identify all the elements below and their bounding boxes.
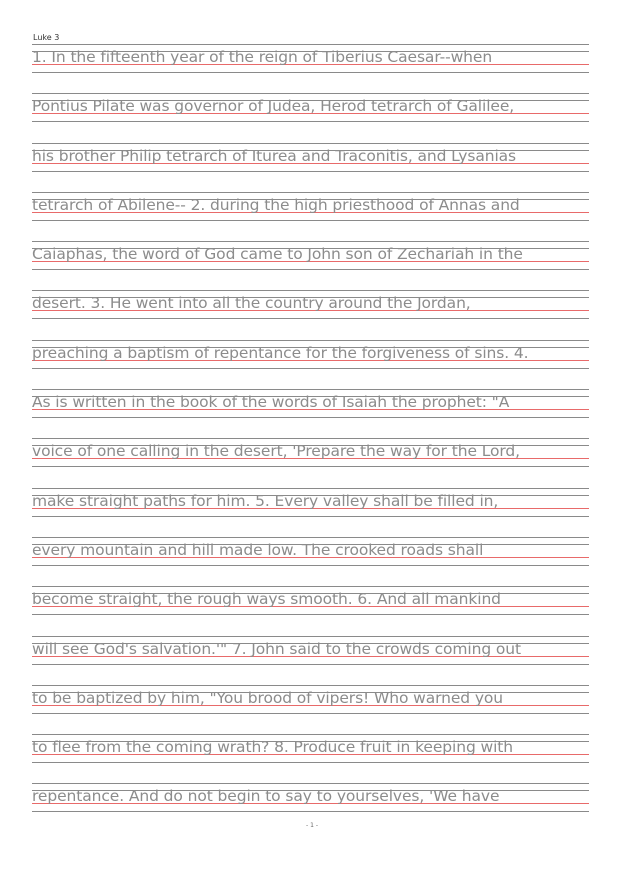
- guide-rule: [32, 93, 589, 94]
- chapter-heading: Luke 3: [33, 33, 60, 42]
- guide-rule: [32, 318, 589, 319]
- guide-rule: [32, 713, 589, 714]
- handwriting-lines: [32, 44, 589, 833]
- guide-rule: [32, 516, 589, 517]
- guide-rule: [32, 290, 589, 291]
- guide-rule: [32, 664, 589, 665]
- guide-rule: [32, 72, 589, 73]
- guide-rule: [32, 241, 589, 242]
- trace-text: every mountain and hill made low. The crooked roads shall: [32, 540, 484, 559]
- page-number: - 1 -: [306, 822, 318, 829]
- trace-text: to be baptized by him, "You brood of vipers! Who warned you: [32, 688, 504, 707]
- practice-line: [32, 636, 589, 685]
- trace-text: Caiaphas, the word of God came to John son of Zechariah in the: [32, 245, 523, 264]
- guide-rule: [32, 340, 589, 341]
- guide-rule: [32, 614, 589, 615]
- guide-rule: [32, 220, 589, 221]
- guide-rule: [32, 389, 589, 390]
- guide-rule: [32, 438, 589, 439]
- practice-line: [32, 290, 589, 339]
- trace-text: will see God's salvation.'" 7. John said to the crowds coming out: [32, 639, 521, 658]
- guide-rule: [32, 44, 589, 45]
- guide-rule: [32, 586, 589, 587]
- practice-line: [32, 44, 589, 93]
- trace-text: become straight, the rough ways smooth. 6. And all mankind: [32, 590, 501, 609]
- trace-text: preaching a baptism of repentance for the forgiveness of sins. 4.: [32, 343, 529, 362]
- trace-text: voice of one calling in the desert, 'Prepare the way for the Lord,: [32, 442, 520, 461]
- guide-rule: [32, 417, 589, 418]
- trace-text: Pontius Pilate was governor of Judea, Herod tetrarch of Galilee,: [32, 97, 515, 116]
- practice-line: [32, 143, 589, 192]
- trace-text: repentance. And do not begin to say to yourselves, 'We have: [32, 787, 500, 806]
- guide-rule: [32, 685, 589, 686]
- practice-line: [32, 488, 589, 537]
- practice-line: [32, 586, 589, 635]
- guide-rule: [32, 783, 589, 784]
- trace-text: As is written in the book of the words of Isaiah the prophet: "A: [32, 393, 510, 412]
- practice-line: [32, 537, 589, 586]
- trace-text: to flee from the coming wrath? 8. Produce fruit in keeping with: [32, 738, 514, 757]
- guide-rule: [32, 636, 589, 637]
- practice-line: [32, 685, 589, 734]
- trace-text: his brother Philip tetrarch of Iturea and Traconitis, and Lysanias: [32, 146, 517, 165]
- guide-rule: [32, 762, 589, 763]
- guide-rule: [32, 121, 589, 122]
- practice-line: [32, 241, 589, 290]
- trace-text: make straight paths for him. 5. Every valley shall be filled in,: [32, 491, 499, 510]
- guide-rule: [32, 269, 589, 270]
- practice-line: [32, 734, 589, 783]
- guide-rule: [32, 143, 589, 144]
- guide-rule: [32, 488, 589, 489]
- practice-line: [32, 192, 589, 241]
- trace-text: 1. In the fifteenth year of the reign of Tiberius Caesar--when: [32, 48, 493, 66]
- practice-line: [32, 93, 589, 142]
- guide-rule: [32, 537, 589, 538]
- guide-rule: [32, 565, 589, 566]
- practice-line: [32, 340, 589, 389]
- practice-line: [32, 438, 589, 487]
- trace-text: tetrarch of Abilene-- 2. during the high priesthood of Annas and: [32, 195, 520, 214]
- practice-line: [32, 389, 589, 438]
- trace-text: desert. 3. He went into all the country around the Jordan,: [32, 294, 471, 313]
- guide-rule: [32, 171, 589, 172]
- guide-rule: [32, 368, 589, 369]
- guide-rule: [32, 734, 589, 735]
- guide-rule: [32, 192, 589, 193]
- guide-rule: [32, 811, 589, 812]
- guide-rule: [32, 466, 589, 467]
